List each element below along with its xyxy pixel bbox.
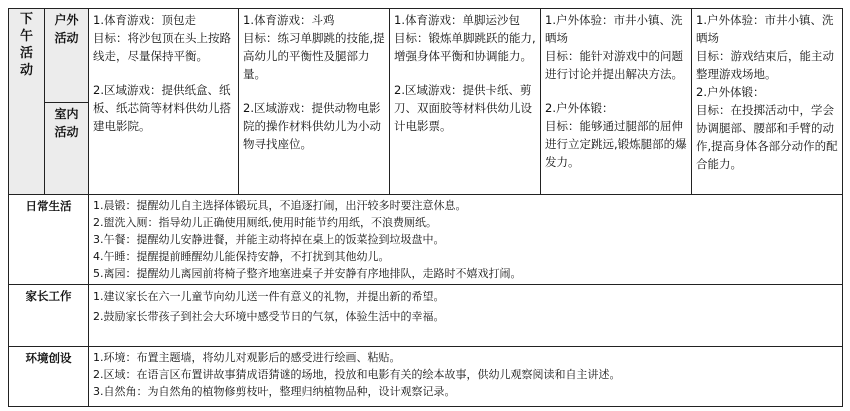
environment-item: 1.环境：布置主题墙，将幼儿对观影后的感受进行绘画、粘贴。 [93,351,401,364]
parent-work-item: 1.建议家长在六一儿童节向幼儿送一件有意义的礼物，并提出新的希望。 [93,290,445,303]
environment-header [9,347,89,407]
daily-life-item: 4.午睡：提醒提前睡醒幼儿能保持安静，不打扰到其他幼儿。 [93,250,390,263]
parent-work-label: 家长工作 [25,289,72,303]
day2-outdoor-title: 1.体育游戏：斗鸡 [243,13,335,27]
parent-work-item: 2.鼓励家长带孩子到社会大环境中感受节日的气氛，体验生活中的幸福。 [93,310,445,323]
environment-content [89,347,843,407]
day3-outdoor-goal: 目标：锻炼单脚跳跃的能力,增强身体平衡和协调能力。 [394,31,536,63]
indoor-activity-header [45,103,89,195]
day5-outdoor-goal: 目标：游戏结束后，能主动整理游戏场地。 [696,49,834,81]
day1-indoor-text: 2.区域游戏：提供纸盒、纸板、纸芯筒等材料供幼儿搭建电影院。 [93,83,231,133]
day3-outdoor-title: 1.体育游戏：单脚运沙包 [394,13,520,27]
afternoon-activity-label: 下午活动 [19,12,33,78]
weekly-plan-table [8,8,843,407]
day2-outdoor-goal: 目标：练习单脚跳的技能,提高幼儿的平衡性及腿部力量。 [243,31,385,81]
outdoor-activity-label: 户外活动 [54,13,79,45]
day4-outdoor-title: 1.户外体验：市井小镇、洗晒场 [545,13,683,45]
environment-item: 2.区域：在语言区布置讲故事猜成语猜谜的场地，投放和电影有关的绘本故事，供幼儿观察阅读和自主讲述。 [93,368,621,381]
daily-life-content [89,195,843,285]
afternoon-activity-header [9,9,45,195]
day-cell-4 [541,9,692,195]
daily-life-item: 2.盥洗入厕：指导幼儿正确使用厕纸,使用时能节约用纸，不浪费厕纸。 [93,216,437,229]
day3-indoor-text: 2.区域游戏：提供卡纸、剪刀、双面胶等材料供幼儿设计电影票。 [394,83,532,133]
day2-indoor-text: 2.区域游戏：提供动物电影院的操作材料供幼儿为小动物寻找座位。 [243,101,381,151]
day-cell-2 [239,9,390,195]
day5-outdoor-title: 1.户外体验：市井小镇、洗晒场 [696,13,834,45]
parent-work-content [89,285,843,347]
environment-label: 环境创设 [25,351,72,365]
day-cell-1 [89,9,239,195]
day4-outdoor-goal: 目标：能针对游戏中的问题进行讨论并提出解决方法。 [545,49,683,81]
daily-life-item: 3.午餐：提醒幼儿安静进餐，并能主动将掉在桌上的饭菜捡到垃圾盘中。 [93,233,445,246]
day4-indoor-goal: 目标：能够通过腿部的屈伸进行立定跳远,锻炼腿部的爆发力。 [545,119,687,169]
day-cell-5 [692,9,843,195]
daily-life-item: 1.晨锻：提醒幼儿自主选择体锻玩具，不追逐打闹，出汗较多时要注意休息。 [93,199,467,212]
day1-outdoor-title: 1.体育游戏：顶包走 [93,13,196,27]
indoor-activity-label: 室内活动 [54,107,79,139]
daily-life-label: 日常生活 [25,199,72,213]
day5-indoor-title: 2.户外体锻： [696,85,765,99]
daily-life-header [9,195,89,285]
outdoor-activity-header [45,9,89,103]
environment-item: 3.自然角：为自然角的植物修剪枝叶，整理归纳植物品种，设计观察记录。 [93,385,456,398]
day1-outdoor-goal: 目标：将沙包顶在头上按路线走，尽量保持平衡。 [93,31,231,63]
daily-life-item: 5.离园：提醒幼儿离园前将椅子整齐地塞进桌子并安静有序地排队，走路时不嬉戏打闹。 [93,267,522,280]
day4-indoor-title: 2.户外体锻： [545,101,614,115]
parent-work-header [9,285,89,347]
day-cell-3 [390,9,541,195]
day5-indoor-goal: 目标：在投掷活动中，学会协调腿部、腰部和手臂的动作,提高身体各部分动作的配合能力。 [696,103,838,171]
